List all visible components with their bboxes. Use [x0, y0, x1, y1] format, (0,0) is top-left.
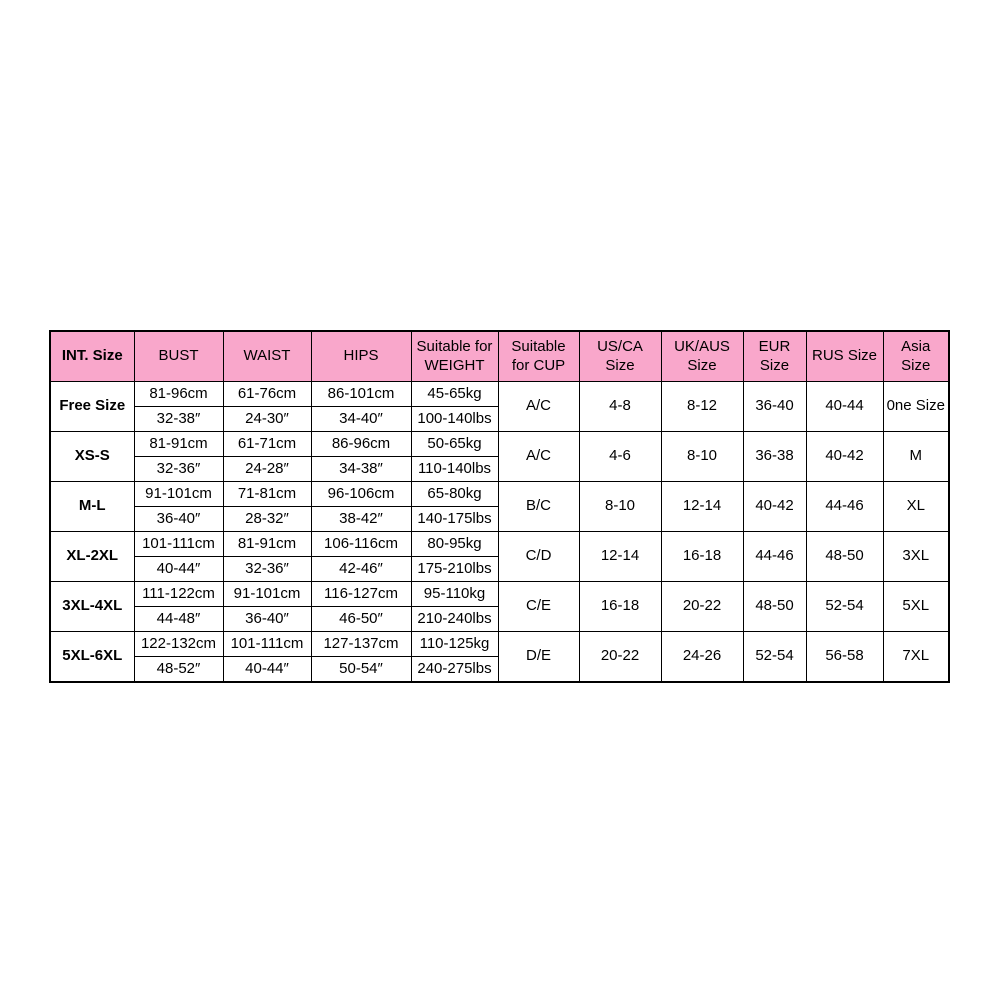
usca-cell: 4-6 — [579, 432, 661, 482]
header-weight-line2: WEIGHT — [424, 356, 485, 374]
asia-cell: 3XL — [883, 532, 949, 582]
hips-cm-cell: 106-116cm — [311, 532, 411, 557]
usca-cell: 8-10 — [579, 482, 661, 532]
weight-kg-cell: 80-95kg — [411, 532, 498, 557]
size-chart-table — [49, 330, 950, 683]
header-bust: BUST — [134, 331, 223, 382]
size-label: Free Size — [50, 382, 134, 432]
ukaus-cell: 20-22 — [661, 582, 743, 632]
header-weight — [411, 331, 498, 382]
hips-cm-cell: 116-127cm — [311, 582, 411, 607]
eur-cell: 36-38 — [743, 432, 806, 482]
header-eur-line1: EUR — [758, 337, 791, 355]
asia-cell: 5XL — [883, 582, 949, 632]
weight-lbs-cell: 110-140lbs — [411, 457, 498, 482]
header-asia — [883, 331, 949, 382]
header-rus: RUS Size — [806, 331, 883, 382]
asia-cell: XL — [883, 482, 949, 532]
ukaus-cell: 8-10 — [661, 432, 743, 482]
size-row-metric — [50, 532, 949, 557]
waist-in-cell: 24-28″ — [223, 457, 311, 482]
bust-in-cell: 32-36″ — [134, 457, 223, 482]
size-row-metric — [50, 432, 949, 457]
header-row — [50, 331, 949, 382]
waist-cm-cell: 91-101cm — [223, 582, 311, 607]
weight-kg-cell: 110-125kg — [411, 632, 498, 657]
weight-kg-cell: 45-65kg — [411, 382, 498, 407]
size-row-metric — [50, 632, 949, 657]
rus-cell: 40-44 — [806, 382, 883, 432]
eur-cell: 36-40 — [743, 382, 806, 432]
hips-in-cell: 34-40″ — [311, 407, 411, 432]
bust-in-cell: 44-48″ — [134, 607, 223, 632]
bust-in-cell: 36-40″ — [134, 507, 223, 532]
cup-cell: A/C — [498, 432, 579, 482]
bust-cm-cell: 91-101cm — [134, 482, 223, 507]
eur-cell: 44-46 — [743, 532, 806, 582]
hips-cm-cell: 86-101cm — [311, 382, 411, 407]
waist-cm-cell: 71-81cm — [223, 482, 311, 507]
weight-lbs-cell: 100-140lbs — [411, 407, 498, 432]
header-hips: HIPS — [311, 331, 411, 382]
header-cup-line1: Suitable — [511, 337, 566, 355]
rus-cell: 56-58 — [806, 632, 883, 683]
cup-cell: A/C — [498, 382, 579, 432]
size-label: 5XL-6XL — [50, 632, 134, 683]
weight-kg-cell: 65-80kg — [411, 482, 498, 507]
cup-cell: C/E — [498, 582, 579, 632]
bust-in-cell: 32-38″ — [134, 407, 223, 432]
waist-cm-cell: 81-91cm — [223, 532, 311, 557]
size-label: 3XL-4XL — [50, 582, 134, 632]
size-row-metric — [50, 482, 949, 507]
hips-in-cell: 42-46″ — [311, 557, 411, 582]
hips-cm-cell: 86-96cm — [311, 432, 411, 457]
size-label: XS-S — [50, 432, 134, 482]
hips-cm-cell: 96-106cm — [311, 482, 411, 507]
header-cup — [498, 331, 579, 382]
cup-cell: C/D — [498, 532, 579, 582]
header-ukaus-line2: Size — [687, 356, 717, 374]
hips-in-cell: 46-50″ — [311, 607, 411, 632]
usca-cell: 12-14 — [579, 532, 661, 582]
hips-cm-cell: 127-137cm — [311, 632, 411, 657]
header-ukaus — [661, 331, 743, 382]
rus-cell: 52-54 — [806, 582, 883, 632]
cup-cell: D/E — [498, 632, 579, 683]
weight-lbs-cell: 140-175lbs — [411, 507, 498, 532]
header-usca-line1: US/CA — [597, 337, 643, 355]
waist-cm-cell: 61-71cm — [223, 432, 311, 457]
asia-cell: M — [883, 432, 949, 482]
hips-in-cell: 50-54″ — [311, 657, 411, 683]
header-eur — [743, 331, 806, 382]
ukaus-cell: 8-12 — [661, 382, 743, 432]
header-cup-line2: for CUP — [511, 356, 566, 374]
rus-cell: 40-42 — [806, 432, 883, 482]
waist-in-cell: 40-44″ — [223, 657, 311, 683]
header-waist: WAIST — [223, 331, 311, 382]
header-int-size: INT. Size — [50, 331, 134, 382]
bust-cm-cell: 81-91cm — [134, 432, 223, 457]
waist-in-cell: 28-32″ — [223, 507, 311, 532]
weight-lbs-cell: 175-210lbs — [411, 557, 498, 582]
header-asia-line1: Asia — [901, 337, 931, 355]
waist-cm-cell: 61-76cm — [223, 382, 311, 407]
usca-cell: 4-8 — [579, 382, 661, 432]
size-row-metric — [50, 582, 949, 607]
bust-cm-cell: 122-132cm — [134, 632, 223, 657]
usca-cell: 16-18 — [579, 582, 661, 632]
bust-cm-cell: 81-96cm — [134, 382, 223, 407]
header-usca — [579, 331, 661, 382]
hips-in-cell: 38-42″ — [311, 507, 411, 532]
ukaus-cell: 24-26 — [661, 632, 743, 683]
ukaus-cell: 16-18 — [661, 532, 743, 582]
cup-cell: B/C — [498, 482, 579, 532]
waist-in-cell: 32-36″ — [223, 557, 311, 582]
usca-cell: 20-22 — [579, 632, 661, 683]
header-ukaus-line1: UK/AUS — [674, 337, 730, 355]
eur-cell: 48-50 — [743, 582, 806, 632]
hips-in-cell: 34-38″ — [311, 457, 411, 482]
header-weight-line1: Suitable for — [416, 337, 493, 355]
header-eur-line2: Size — [759, 356, 790, 374]
size-row-metric — [50, 382, 949, 407]
asia-cell: 0ne Size — [883, 382, 949, 432]
weight-kg-cell: 50-65kg — [411, 432, 498, 457]
bust-cm-cell: 101-111cm — [134, 532, 223, 557]
header-usca-line2: Size — [605, 356, 635, 374]
bust-in-cell: 48-52″ — [134, 657, 223, 683]
weight-lbs-cell: 240-275lbs — [411, 657, 498, 683]
rus-cell: 44-46 — [806, 482, 883, 532]
eur-cell: 52-54 — [743, 632, 806, 683]
header-asia-line2: Size — [901, 356, 931, 374]
rus-cell: 48-50 — [806, 532, 883, 582]
ukaus-cell: 12-14 — [661, 482, 743, 532]
bust-in-cell: 40-44″ — [134, 557, 223, 582]
waist-in-cell: 24-30″ — [223, 407, 311, 432]
waist-in-cell: 36-40″ — [223, 607, 311, 632]
bust-cm-cell: 111-122cm — [134, 582, 223, 607]
waist-cm-cell: 101-111cm — [223, 632, 311, 657]
size-label: M-L — [50, 482, 134, 532]
weight-kg-cell: 95-110kg — [411, 582, 498, 607]
weight-lbs-cell: 210-240lbs — [411, 607, 498, 632]
asia-cell: 7XL — [883, 632, 949, 683]
eur-cell: 40-42 — [743, 482, 806, 532]
size-label: XL-2XL — [50, 532, 134, 582]
